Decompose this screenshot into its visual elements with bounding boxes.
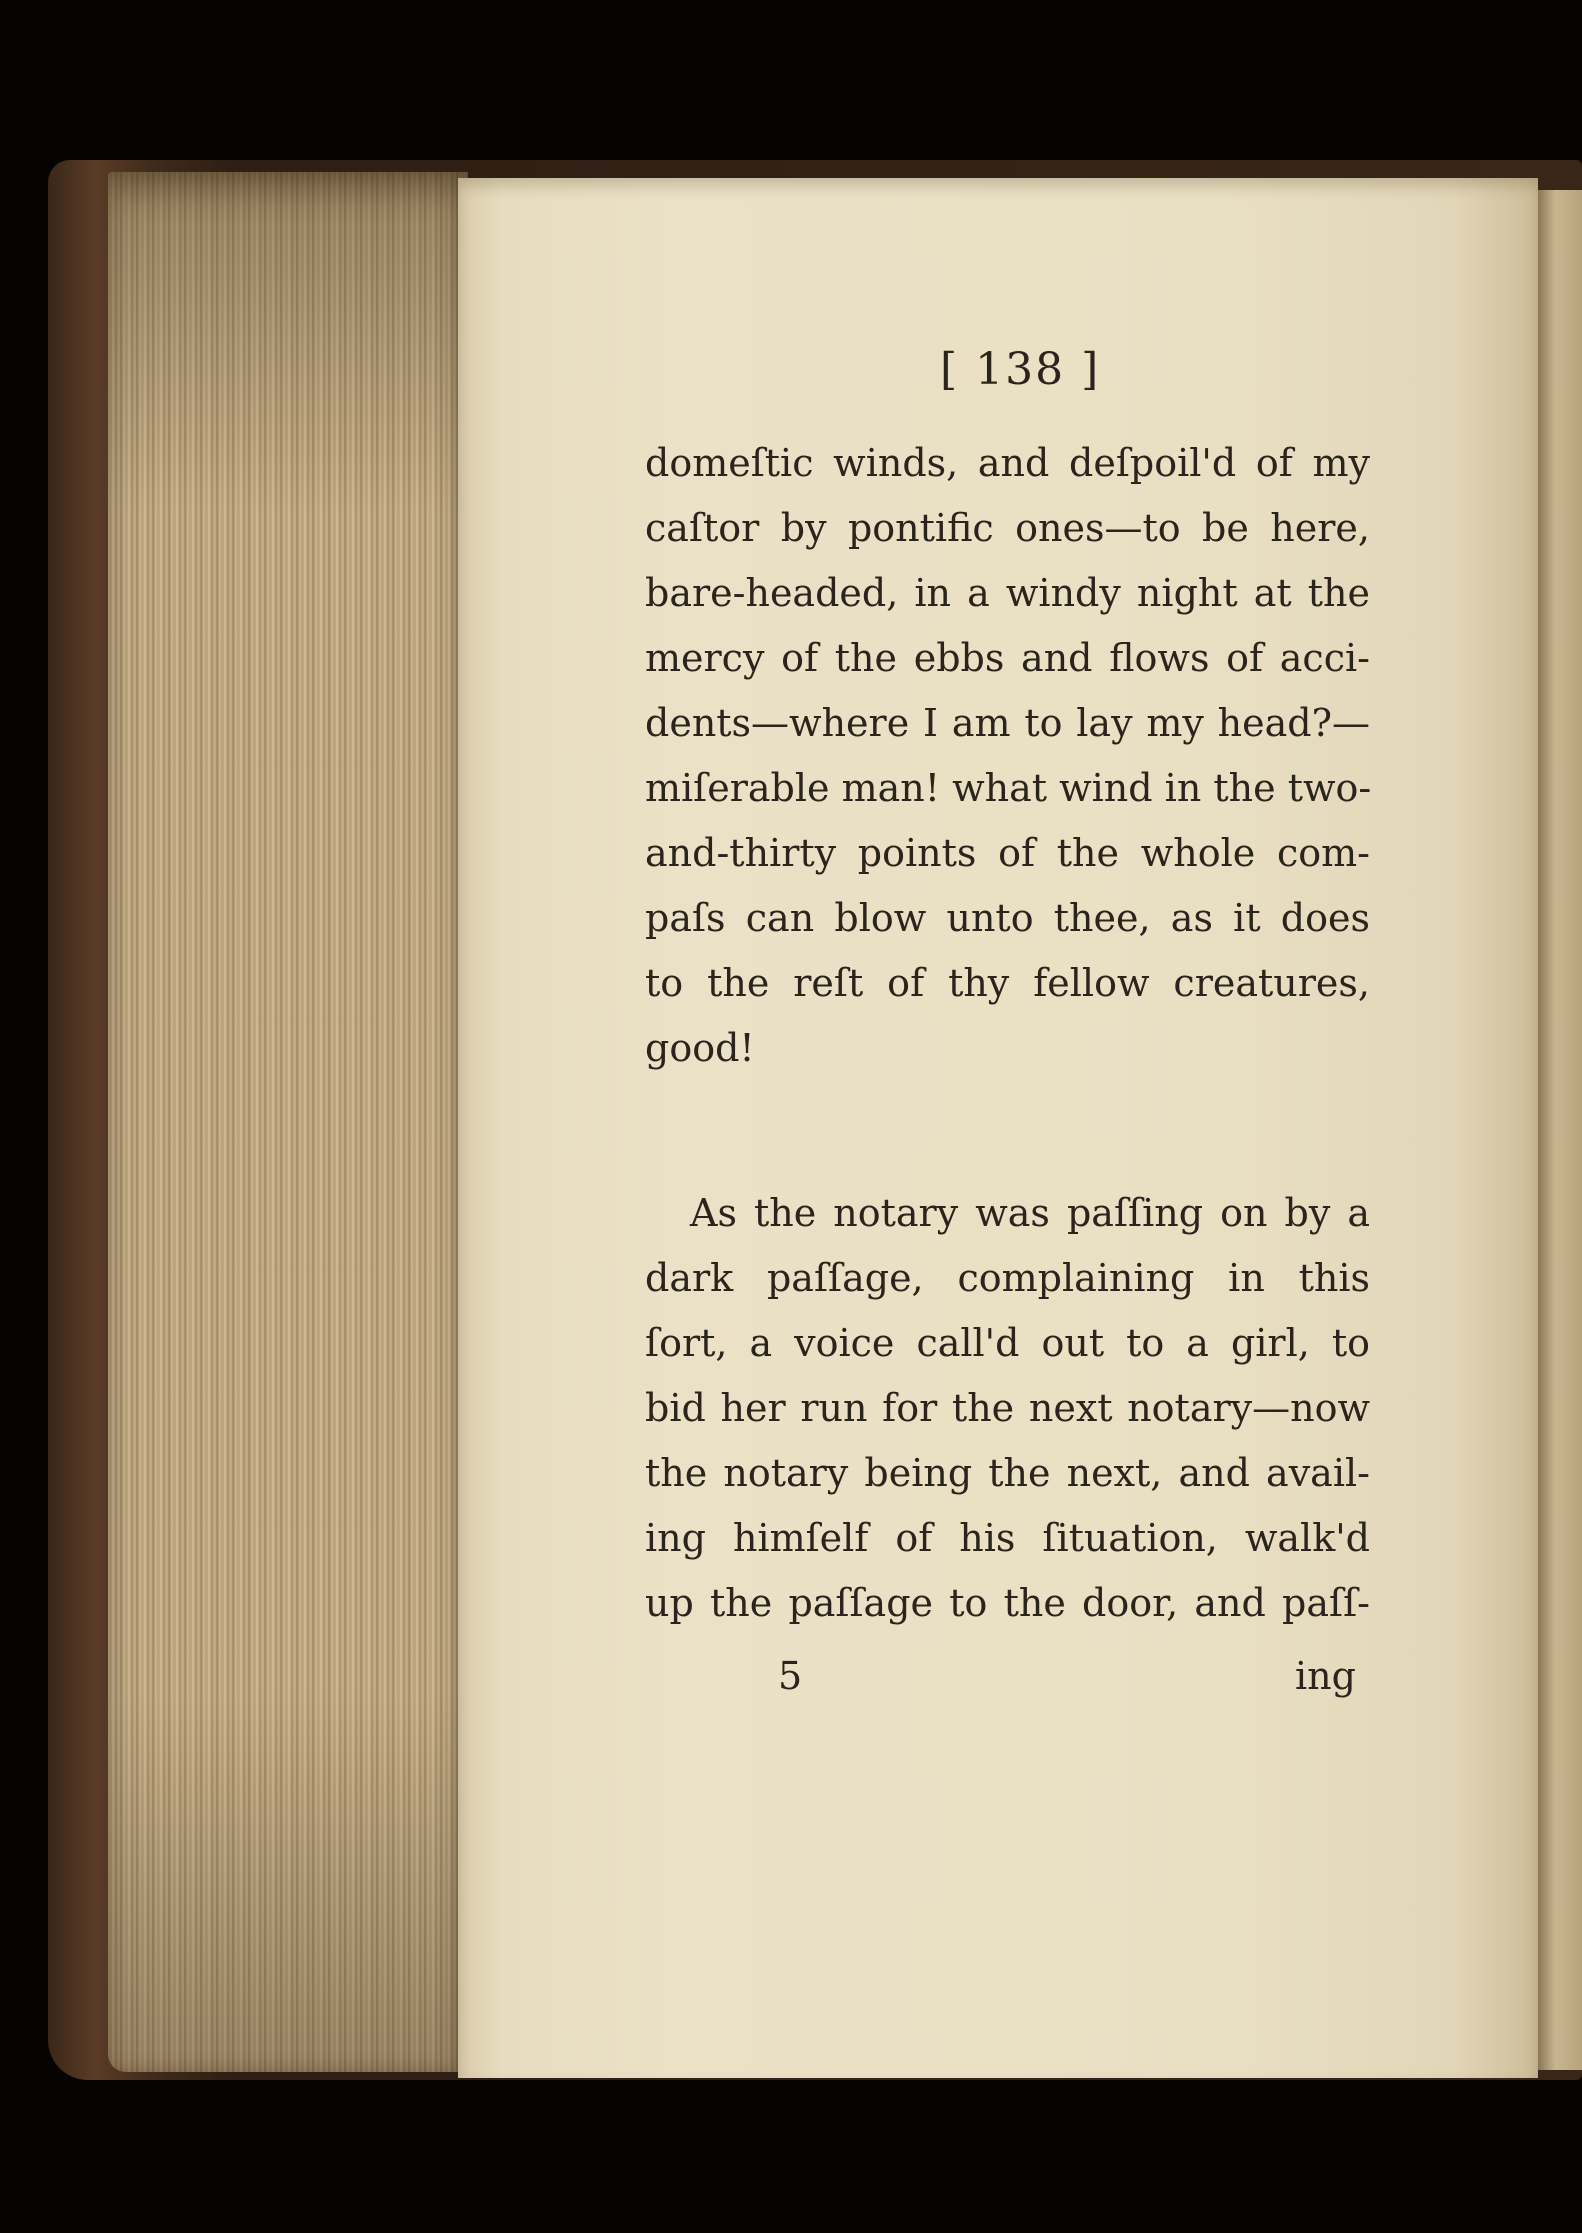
- text-line: dents—where I am to lay my head?—: [645, 701, 1370, 745]
- text-line: bare-headed, in a windy night at the: [645, 571, 1370, 615]
- text-line: ing himſelf of his ſituation, walk'd: [645, 1516, 1370, 1560]
- text-line: ſort, a voice call'd out to a girl, to: [645, 1321, 1370, 1365]
- text-line: up the paſſage to the door, and paſſ-: [645, 1581, 1370, 1625]
- text-line: mercy of the ebbs and flows of acci-: [645, 636, 1370, 680]
- page-edges-shade: [108, 172, 468, 2072]
- text-line: and-thirty points of the whole com-: [645, 831, 1370, 875]
- text-line: good!: [645, 1026, 755, 1070]
- facing-page-edge: [1538, 190, 1582, 2070]
- signature-mark: 5: [778, 1654, 803, 1698]
- text-line: to the reſt of thy fellow creatures,: [645, 961, 1370, 1005]
- text-line: the notary being the next, and avail-: [645, 1451, 1370, 1495]
- catchword: ing: [1295, 1654, 1356, 1698]
- text-line: domeſtic winds, and deſpoil'd of my: [645, 441, 1370, 485]
- text-line: paſs can blow unto thee, as it does: [645, 896, 1370, 940]
- text-line: As the notary was paſſing on by a: [690, 1191, 1370, 1235]
- text-line: dark paſſage, complaining in this: [645, 1256, 1370, 1300]
- text-line: caſtor by pontific ones—to be here,: [645, 506, 1370, 550]
- text-line: bid her run for the next notary—now: [645, 1386, 1370, 1430]
- page-number: [ 138 ]: [940, 344, 1101, 395]
- text-line: miſerable man! what wind in the two-: [645, 766, 1372, 810]
